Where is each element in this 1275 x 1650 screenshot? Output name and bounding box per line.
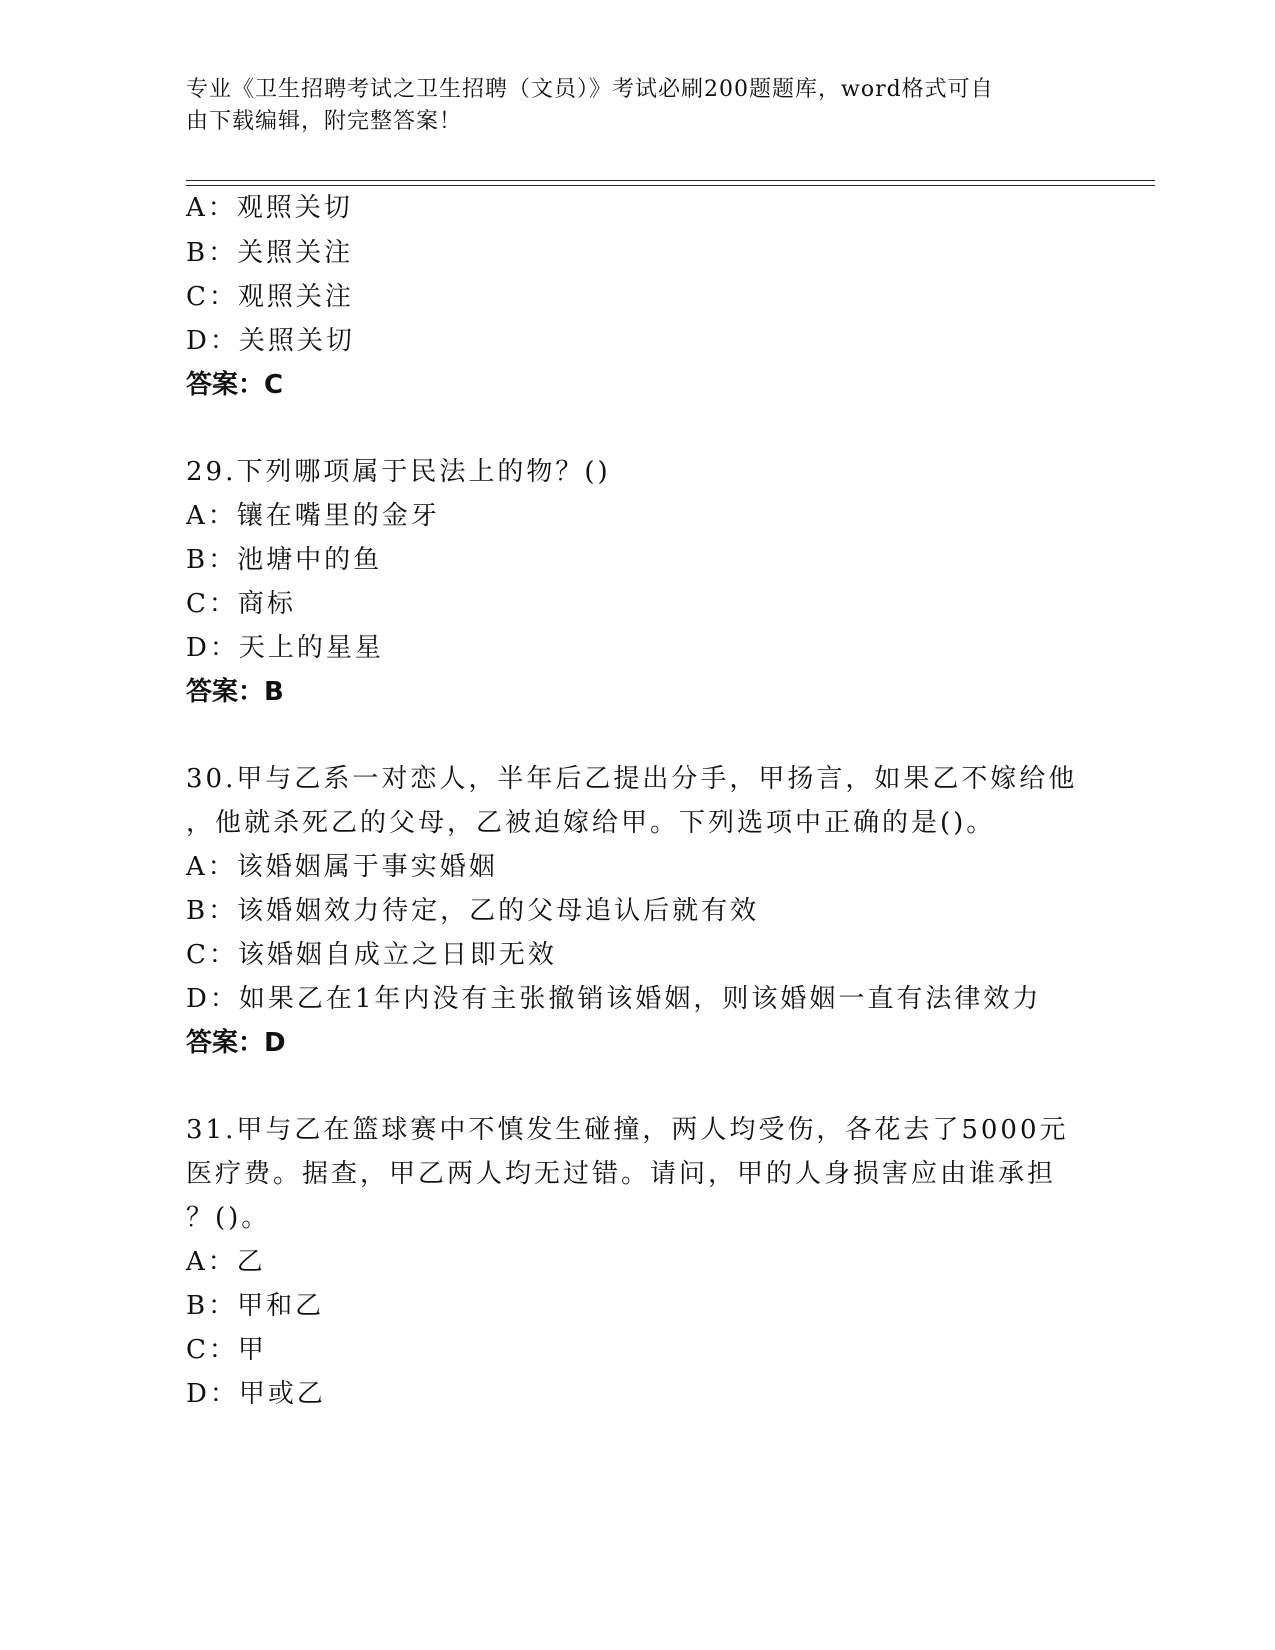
q29-option-c: C：商标 [186,589,296,619]
q31-option-c: C：甲 [186,1335,267,1365]
q30-option-a: A：该婚姻属于事实婚姻 [186,852,498,882]
header-divider-top [186,180,1155,181]
q31-stem-line-3: ？()。 [186,1203,271,1233]
q31-option-b: B：甲和乙 [186,1291,325,1321]
q30-stem-line-2: ，他就杀死乙的父母，乙被迫嫁给甲。下列选项中正确的是()。 [186,808,996,838]
q31-stem-line-2: 医疗费。据查，甲乙两人均无过错。请问，甲的人身损害应由谁承担 [186,1159,1057,1189]
header-line-1: 专业《卫生招聘考试之卫生招聘（文员）》考试必刷200题题库，word格式可自 [186,77,994,102]
q31-option-d: D：甲或乙 [186,1379,326,1409]
q30-option-d: D：如果乙在1年内没有主张撤销该婚姻，则该婚姻一直有法律效力 [186,984,1042,1014]
q30-option-c: C：该婚姻自成立之日即无效 [186,940,557,970]
q30-stem-line-1: 30.甲与乙系一对恋人，半年后乙提出分手，甲扬言，如果乙不嫁给他 [186,764,1078,794]
q28-option-b: B：关照关注 [186,238,354,268]
q29-option-a: A：镶在嘴里的金牙 [186,501,440,531]
q28-option-d: D：关照关切 [186,326,355,356]
q30-answer: 答案：D [186,1028,286,1058]
header-line-2: 由下载编辑，附完整答案！ [186,109,463,134]
q30-option-b: B：该婚姻效力待定，乙的父母追认后就有效 [186,896,760,926]
q29-option-b: B：池塘中的鱼 [186,545,383,575]
q29-stem: 29.下列哪项属于民法上的物？() [186,457,611,487]
header-divider-bottom [186,185,1155,186]
q31-stem-line-1: 31.甲与乙在篮球赛中不慎发生碰撞，两人均受伤，各花去了5000元 [186,1115,1069,1145]
q28-option-c: C：观照关注 [186,282,354,312]
q29-answer: 答案：B [186,677,284,707]
q28-option-a: A：观照关切 [186,193,353,223]
q29-option-d: D：天上的星星 [186,633,384,663]
q31-option-a: A：乙 [186,1247,266,1277]
document-header [186,74,1066,138]
q28-answer: 答案：C [186,370,284,400]
